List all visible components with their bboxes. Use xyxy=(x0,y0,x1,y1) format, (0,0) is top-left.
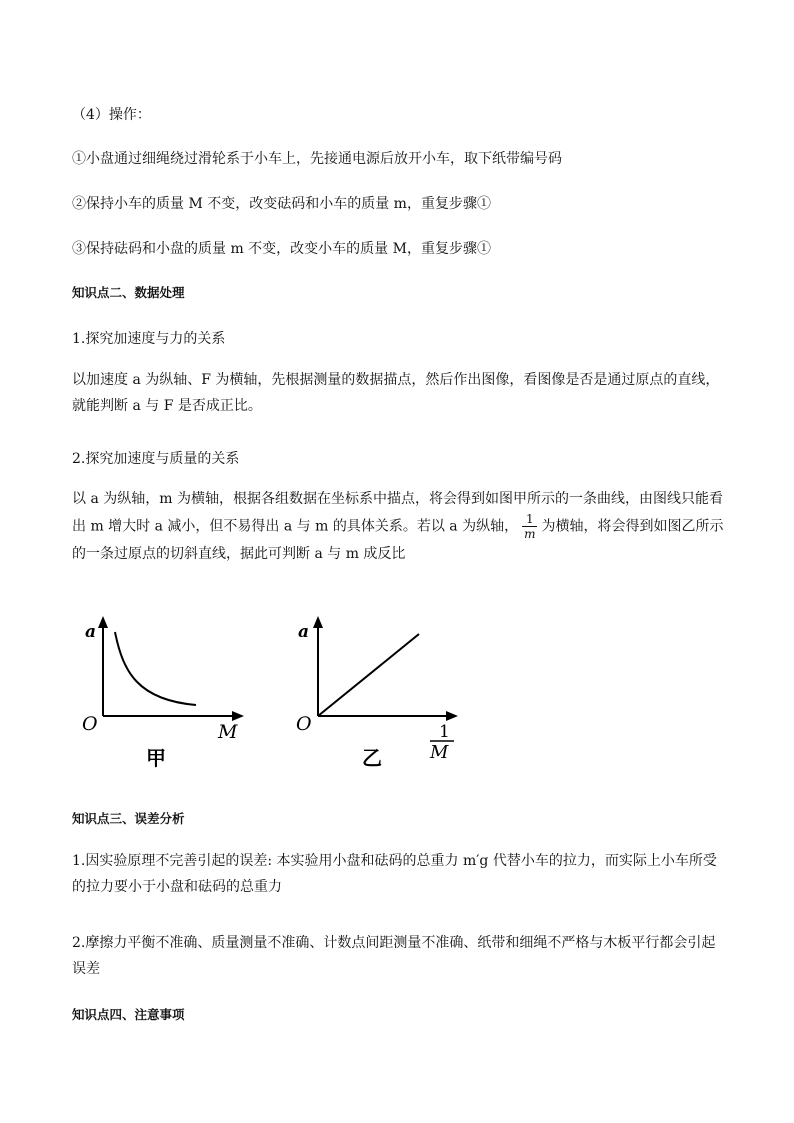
figure-jia-xlabel: M xyxy=(218,721,238,743)
operation-step-2: ②保持小车的质量 M 不变，改变砝码和小车的质量 m，重复步骤① xyxy=(72,196,491,212)
figure-yi-xlabel-num: 1 xyxy=(439,722,450,742)
section-3-para-1: 1.因实验原理不完善引起的误差: 本实验用小盘和砝码的总重力 m′g 代替小车的拉力，而实际上小车所受的拉力要小于小盘和砝码的总重力 xyxy=(72,853,717,895)
section-2-sub-1: 1.探究加速度与力的关系 xyxy=(72,331,226,347)
section-2-sub-2: 2.探究加速度与质量的关系 xyxy=(72,451,240,467)
section-4-heading: 知识点四、注意事项 xyxy=(72,1007,185,1022)
section-3-para-2: 2.摩擦力平衡不准确、质量测量不准确、计数点间距测量不准确、纸带和细绳不严格与木板平行都会引起误差 xyxy=(72,935,716,977)
figure-jia xyxy=(78,612,258,777)
section-2-para-2 xyxy=(72,486,724,567)
operation-step-3: ③保持砝码和小盘的质量 m 不变，改变小车的质量 M，重复步骤① xyxy=(72,241,491,257)
fraction-denominator: m xyxy=(524,527,536,541)
figure-yi-caption: 乙 xyxy=(362,746,382,770)
figure-yi xyxy=(292,612,472,777)
operation-step-1: ①小盘通过细绳绕过滑轮系于小车上，先接通电源后放开小车，取下纸带编号码 xyxy=(72,151,562,167)
section-2-para-2-part-b: 为横轴，将会得到如图乙所示的一条过原点的切斜直线，据此可判断 a 与 m 成反比 xyxy=(72,518,724,562)
figure-jia-ylabel: a xyxy=(85,622,97,642)
section-2-para-1: 以加速度 a 为纵轴、F 为横轴，先根据测量的数据描点，然后作出图像，看图像是否是通过原点的直线，就能判断 a 与 F 是否成正比。 xyxy=(72,372,720,414)
figure-jia-caption: 甲 xyxy=(146,746,166,770)
figure-yi-ylabel: a xyxy=(298,622,310,642)
figure-yi-origin: O xyxy=(296,713,312,735)
fraction-1-over-m xyxy=(522,512,537,541)
operation-title: （4）操作： xyxy=(72,107,151,123)
section-3-heading: 知识点三、误差分析 xyxy=(72,811,185,826)
figure-yi-xlabel-den: M xyxy=(430,742,449,763)
section-2-para-2-part-a: 以 a 为纵轴，m 为横轴，根据各组数据在坐标系中描点，将会得到如图甲所示的一条曲线，由图线只能看出 m 增大时 a 减小，但不易得出 a 与 m 的具体关系。若以 a 为纵轴， xyxy=(72,491,723,535)
figure-jia-origin: O xyxy=(82,713,98,735)
fraction-numerator: 1 xyxy=(522,512,537,527)
section-2-heading: 知识点二、数据处理 xyxy=(72,285,185,300)
